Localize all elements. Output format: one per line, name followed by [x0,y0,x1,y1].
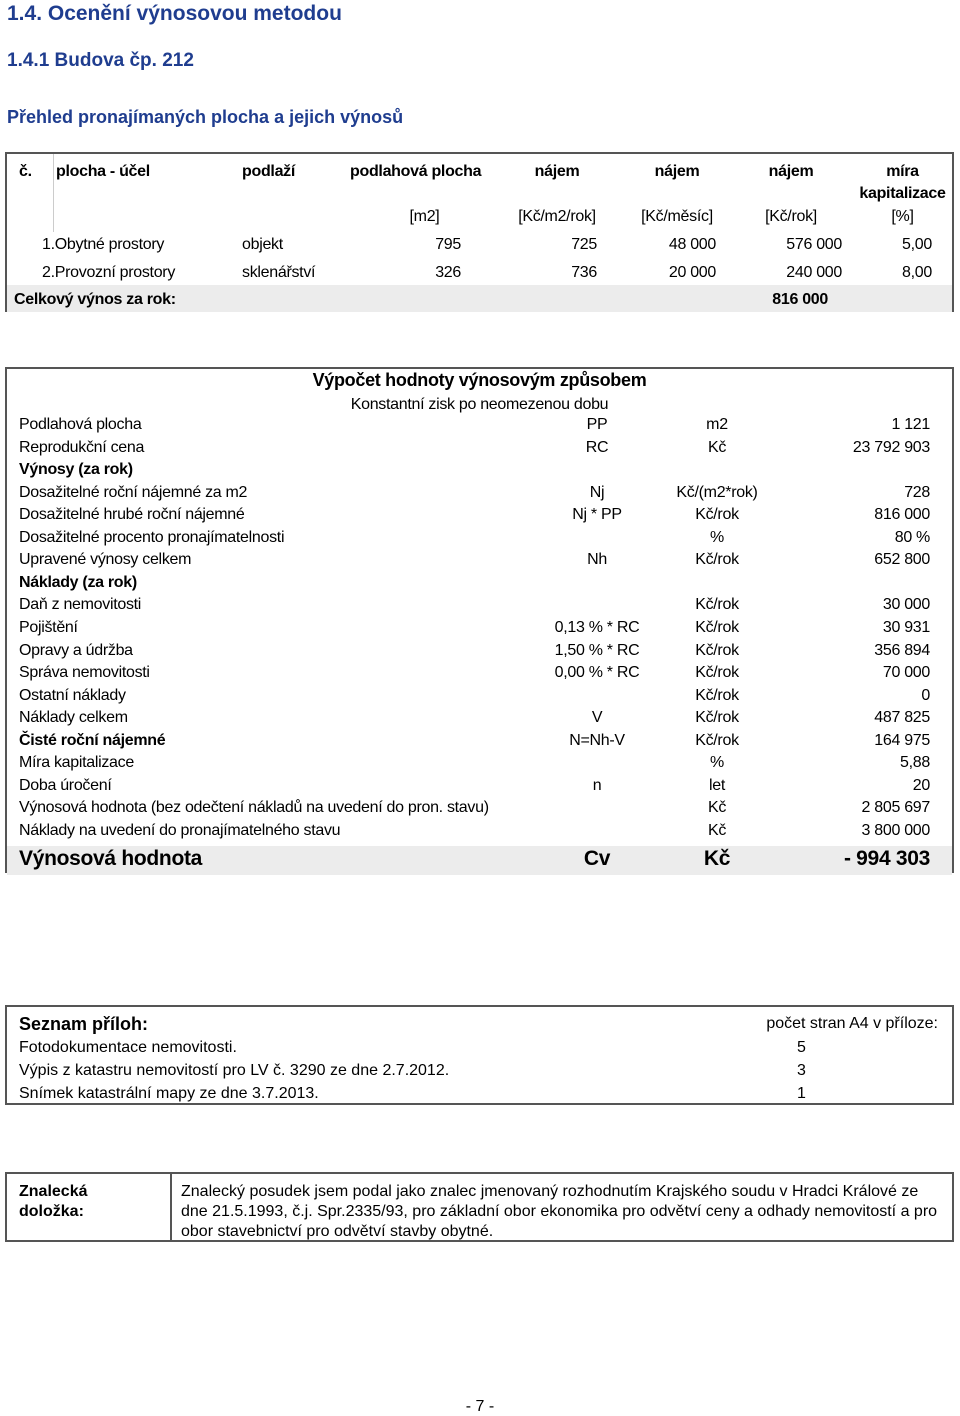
unit-rent-month: [Kč/měsíc] [641,208,713,225]
table-heading: Přehled pronajímaných plocha a jejich výnosů [7,107,404,127]
clause-label-line1: Znalecká [19,1183,88,1200]
row1-name: 1.Obytné prostory [42,236,165,253]
header-cap-2: kapitalizace [859,185,946,202]
calc-row [7,777,952,799]
section-heading: 1.4. Ocenění výnosovou metodou [7,2,342,25]
row2-name: 2.Provozní prostory [42,264,176,281]
calc-value: 5,88 [900,754,930,772]
calc-subtitle: Konstantní zisk po neomezenou dobu [350,396,609,413]
calc-unit: Kč [707,799,727,817]
calc-value: 164 975 [874,731,930,749]
calc-row [7,529,952,551]
calc-label: Správa nemovitosti [19,664,150,682]
calc-label: Pojištění [19,618,78,636]
calc-value: 80 % [894,528,930,546]
attachment-pages: 1 [797,1085,806,1102]
total-label: Celkový výnos za rok: [14,291,176,308]
calc-unit: % [710,528,724,546]
calc-symbol: Nh [587,551,607,569]
calc-row [7,799,952,821]
calc-label: Čisté roční nájemné [19,731,166,749]
calc-unit: m2 [706,416,728,433]
calc-symbol: V [591,709,603,727]
calc-value: 728 [904,483,930,501]
unit-area: [m2] [409,208,440,225]
calc-symbol: 0,13 % * RC [554,618,640,636]
attachment-item: Fotodokumentace nemovitosti. [19,1039,237,1056]
header-purpose: plocha - účel [56,163,150,180]
header-rent-m2: nájem [534,163,580,180]
column-divider [53,154,54,232]
calc-unit: Kč/rok [695,731,739,749]
row2-cap: 8,00 [902,264,932,281]
calc-label: Výnosy (za rok) [19,461,133,479]
calc-value: 487 825 [874,709,930,727]
income-calculation-table [5,367,954,873]
calc-unit: Kč/(m2*rok) [676,483,758,501]
attachment-item: Výpis z katastru nemovitostí pro LV č. 3290 ze dne 2.7.2012. [19,1062,450,1079]
final-symbol: Cv [583,847,611,870]
header-num: č. [19,163,32,180]
calc-symbol: n [592,776,602,794]
calc-label: Míra kapitalizace [19,754,134,772]
calc-label: Opravy a údržba [19,641,133,659]
calc-row [7,484,952,506]
final-unit: Kč [703,847,731,870]
subsection-heading: 1.4.1 Budova čp. 212 [7,50,194,71]
calc-symbol: PP [586,416,608,433]
calc-unit: let [709,776,725,794]
calc-unit: Kč/rok [695,596,739,614]
page-number: - 7 - [465,1398,495,1415]
calc-value: 652 800 [874,551,930,569]
calc-value: 30 000 [882,596,930,614]
calc-row [7,416,952,438]
unit-cap: [%] [891,208,914,225]
calc-label: Reprodukční cena [19,438,145,456]
clause-label [19,1182,87,1222]
calc-row [7,619,952,641]
calc-unit: Kč/rok [695,709,739,727]
total-value: 816 000 [772,291,828,308]
calc-label: Dosažitelné hrubé roční nájemné [19,506,245,524]
calc-row [7,506,952,528]
calc-label: Náklady celkem [19,709,128,727]
calc-unit: Kč/rok [695,506,739,524]
final-row [7,846,952,875]
calc-label: Ostatní náklady [19,686,126,704]
calc-label: Výnosová hodnota (bez odečtení nákladů na uvedení do pron. stavu) [19,799,489,817]
calc-unit: Kč/rok [695,664,739,682]
calc-symbol: 1,50 % * RC [554,641,640,659]
calc-row [7,574,952,596]
row1-floor: objekt [242,236,283,253]
calc-value: 356 894 [874,641,930,659]
attachment-pages: 3 [797,1062,806,1079]
calc-value: 2 805 697 [861,799,930,817]
calc-value: 3 800 000 [861,821,930,839]
calc-value: 1 121 [891,416,930,433]
unit-rent-m2: [Kč/m2/rok] [518,208,596,225]
calc-row [7,551,952,573]
calc-title: Výpočet hodnoty výnosovým způsobem [312,370,647,390]
calc-label: Náklady na uvedení do pronajímatelného stavu [19,821,341,839]
clause-text: Znalecký posudek jsem podal jako znalec jmenovaný rozhodnutím Krajského soudu v Hradci Králové ze dne 21.5.1993, č.j. Spr.2335/93, pro základní obor ekonomika pro odvětví ceny a odhady nemovitostí a pro obor stavebnictví pro odvětví stavby obytné. [181,1183,938,1240]
header-rent-year: nájem [768,163,814,180]
header-cap-1: míra [886,163,919,180]
calc-value: 0 [921,686,930,704]
row1-cap: 5,00 [902,236,932,253]
calc-unit: Kč/rok [695,551,739,569]
calc-symbol: Nj * PP [572,506,622,524]
final-label: Výnosová hodnota [19,847,203,870]
attachments-title: Seznam příloh: [19,1014,149,1034]
calc-unit: Kč [707,438,727,456]
calc-unit: Kč/rok [695,618,739,636]
calc-row [7,709,952,731]
calc-row [7,461,952,483]
calc-symbol: RC [585,438,609,456]
calc-value: 816 000 [874,506,930,524]
row1-rent-m2: 725 [571,236,597,253]
calc-label: Náklady (za rok) [19,573,137,591]
calc-label: Doba úročení [19,776,112,794]
calc-row [7,642,952,664]
calc-label: Daň z nemovitosti [19,596,142,614]
clause-label-line2: doložka: [19,1203,84,1220]
row2-rent-m2: 736 [571,264,597,281]
row1-area: 795 [435,236,461,253]
calc-value: 20 [912,776,930,794]
row2-floor: sklenářství [242,264,316,281]
calc-label: Podlahová plocha [19,416,142,433]
attachments-count-header: počet stran A4 v příloze: [766,1015,938,1032]
final-value: - 994 303 [843,847,930,870]
calc-row [7,439,952,461]
attachment-pages: 5 [797,1039,806,1056]
calc-row [7,822,952,844]
expert-clause [5,1172,954,1242]
calc-row [7,664,952,686]
calc-row [7,732,952,754]
row2-area: 326 [435,264,461,281]
calc-symbol: N=Nh-V [569,731,625,749]
rental-table [5,152,954,312]
calc-symbol: Nj [589,483,605,501]
calc-label: Dosažitelné roční nájemné za m2 [19,483,248,501]
calc-value: 30 931 [882,618,930,636]
row2-rent-month: 20 000 [668,264,716,281]
header-area: podlahová plocha [350,163,482,180]
row1-rent-month: 48 000 [668,236,716,253]
row1-rent-year: 576 000 [786,236,842,253]
header-rent-month: nájem [654,163,700,180]
calc-row [7,687,952,709]
header-floor: podlaží [242,163,296,180]
attachments-table [5,1005,954,1105]
calc-unit: Kč/rok [695,686,739,704]
calc-symbol: 0,00 % * RC [554,664,640,682]
calc-unit: % [710,754,724,772]
calc-row [7,596,952,618]
calc-unit: Kč/rok [695,641,739,659]
calc-unit: Kč [707,821,727,839]
calc-value: 23 792 903 [852,438,930,456]
attachment-item: Snímek katastrální mapy ze dne 3.7.2013. [19,1085,319,1102]
calc-value: 70 000 [882,664,930,682]
unit-rent-year: [Kč/rok] [765,208,817,225]
calc-label: Upravené výnosy celkem [19,551,192,569]
calc-row [7,754,952,776]
clause-divider [170,1174,172,1240]
row2-rent-year: 240 000 [786,264,842,281]
calc-label: Dosažitelné procento pronajímatelnosti [19,528,285,546]
